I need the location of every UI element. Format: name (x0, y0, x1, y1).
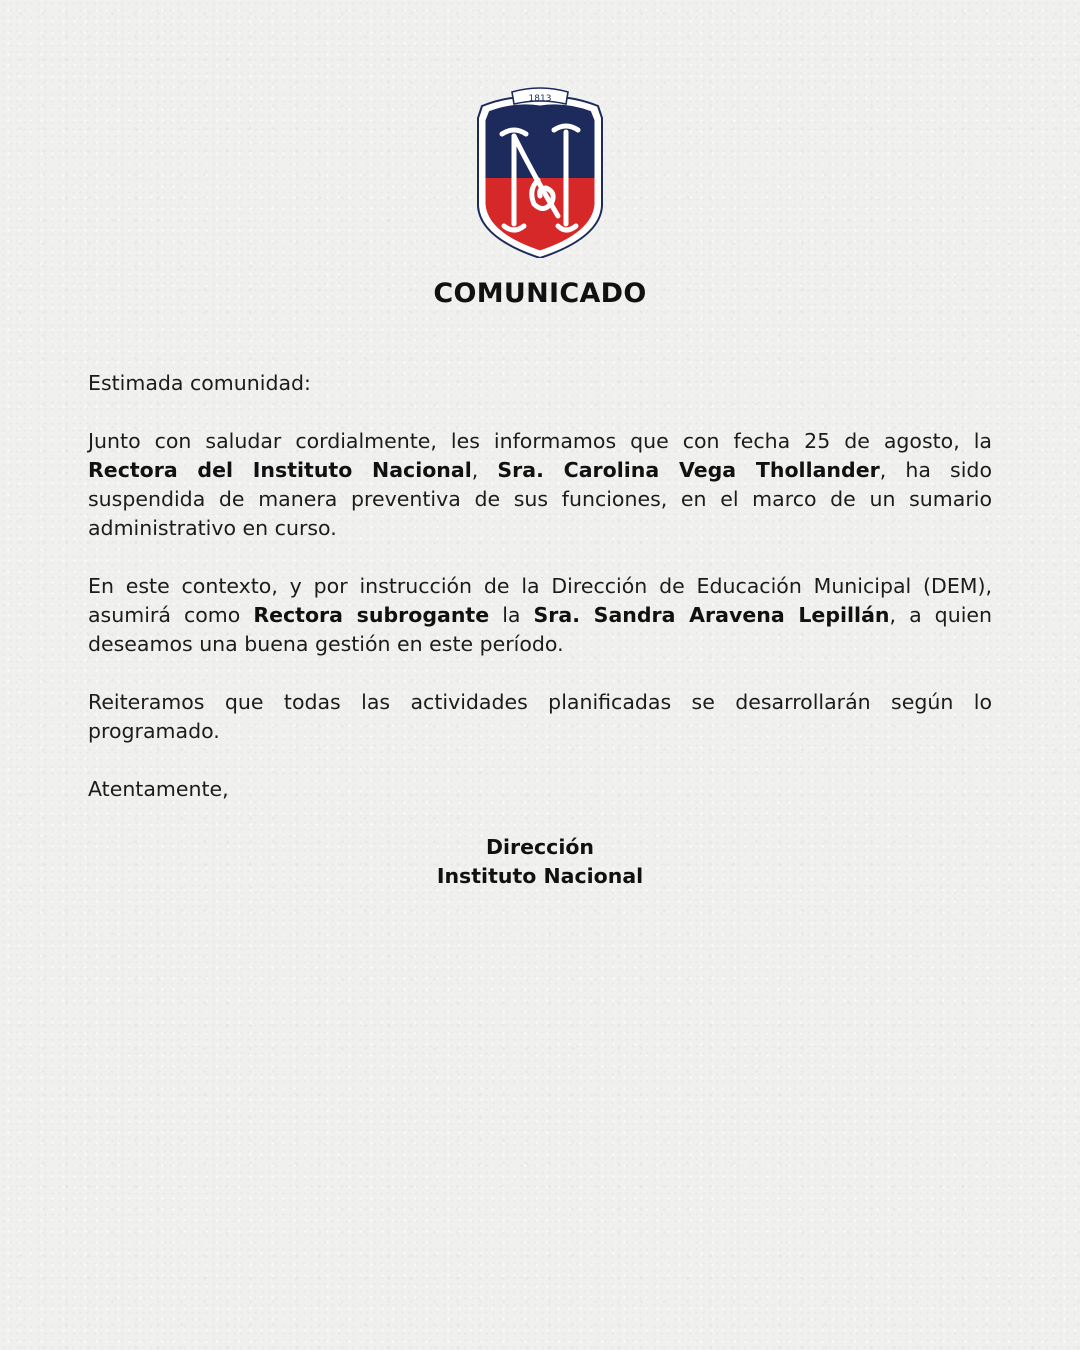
signature-line-1: Dirección (485, 835, 595, 859)
paragraph-text: En este contexto, y por instrucción de la Dirección de Educación Municipal (DEM), asumirá como (88, 574, 992, 627)
paragraph-suspension (88, 427, 992, 543)
bold-text: Sra. Carolina Vega Thollander (497, 458, 880, 482)
instituto-nacional-crest-logo (474, 86, 606, 258)
paragraph-text: la (489, 603, 534, 627)
paragraph-text: , ha sido suspendida de manera preventiva de sus funciones, en el marco de un sumario administrativo en curso. (88, 458, 992, 540)
paragraph-substitute (88, 572, 992, 659)
crest-year: 1813 (528, 94, 552, 104)
signature-block (0, 833, 1080, 891)
signature-line-2: Instituto Nacional (436, 864, 644, 888)
closing: Atentamente, (88, 777, 229, 801)
announcement-body (88, 369, 992, 833)
bold-text: Rectora subrogante (253, 603, 490, 627)
paragraph-text: , a quien deseamos una buena gestión en este período. (88, 603, 992, 656)
paragraph-text: Junto con saludar cordialmente, les informamos que con fecha 25 de agosto, la (88, 429, 992, 453)
bold-text: Rectora del Instituto Nacional (88, 458, 472, 482)
bold-text: Sra. Sandra Aravena Lepillán (533, 603, 890, 627)
greeting: Estimada comunidad: (88, 371, 311, 395)
page-title: COMUNICADO (433, 278, 647, 309)
paragraph-text: , (471, 458, 498, 482)
paragraph-activities: Reiteramos que todas las actividades planificadas se desarrollarán según lo programado. (88, 690, 992, 743)
